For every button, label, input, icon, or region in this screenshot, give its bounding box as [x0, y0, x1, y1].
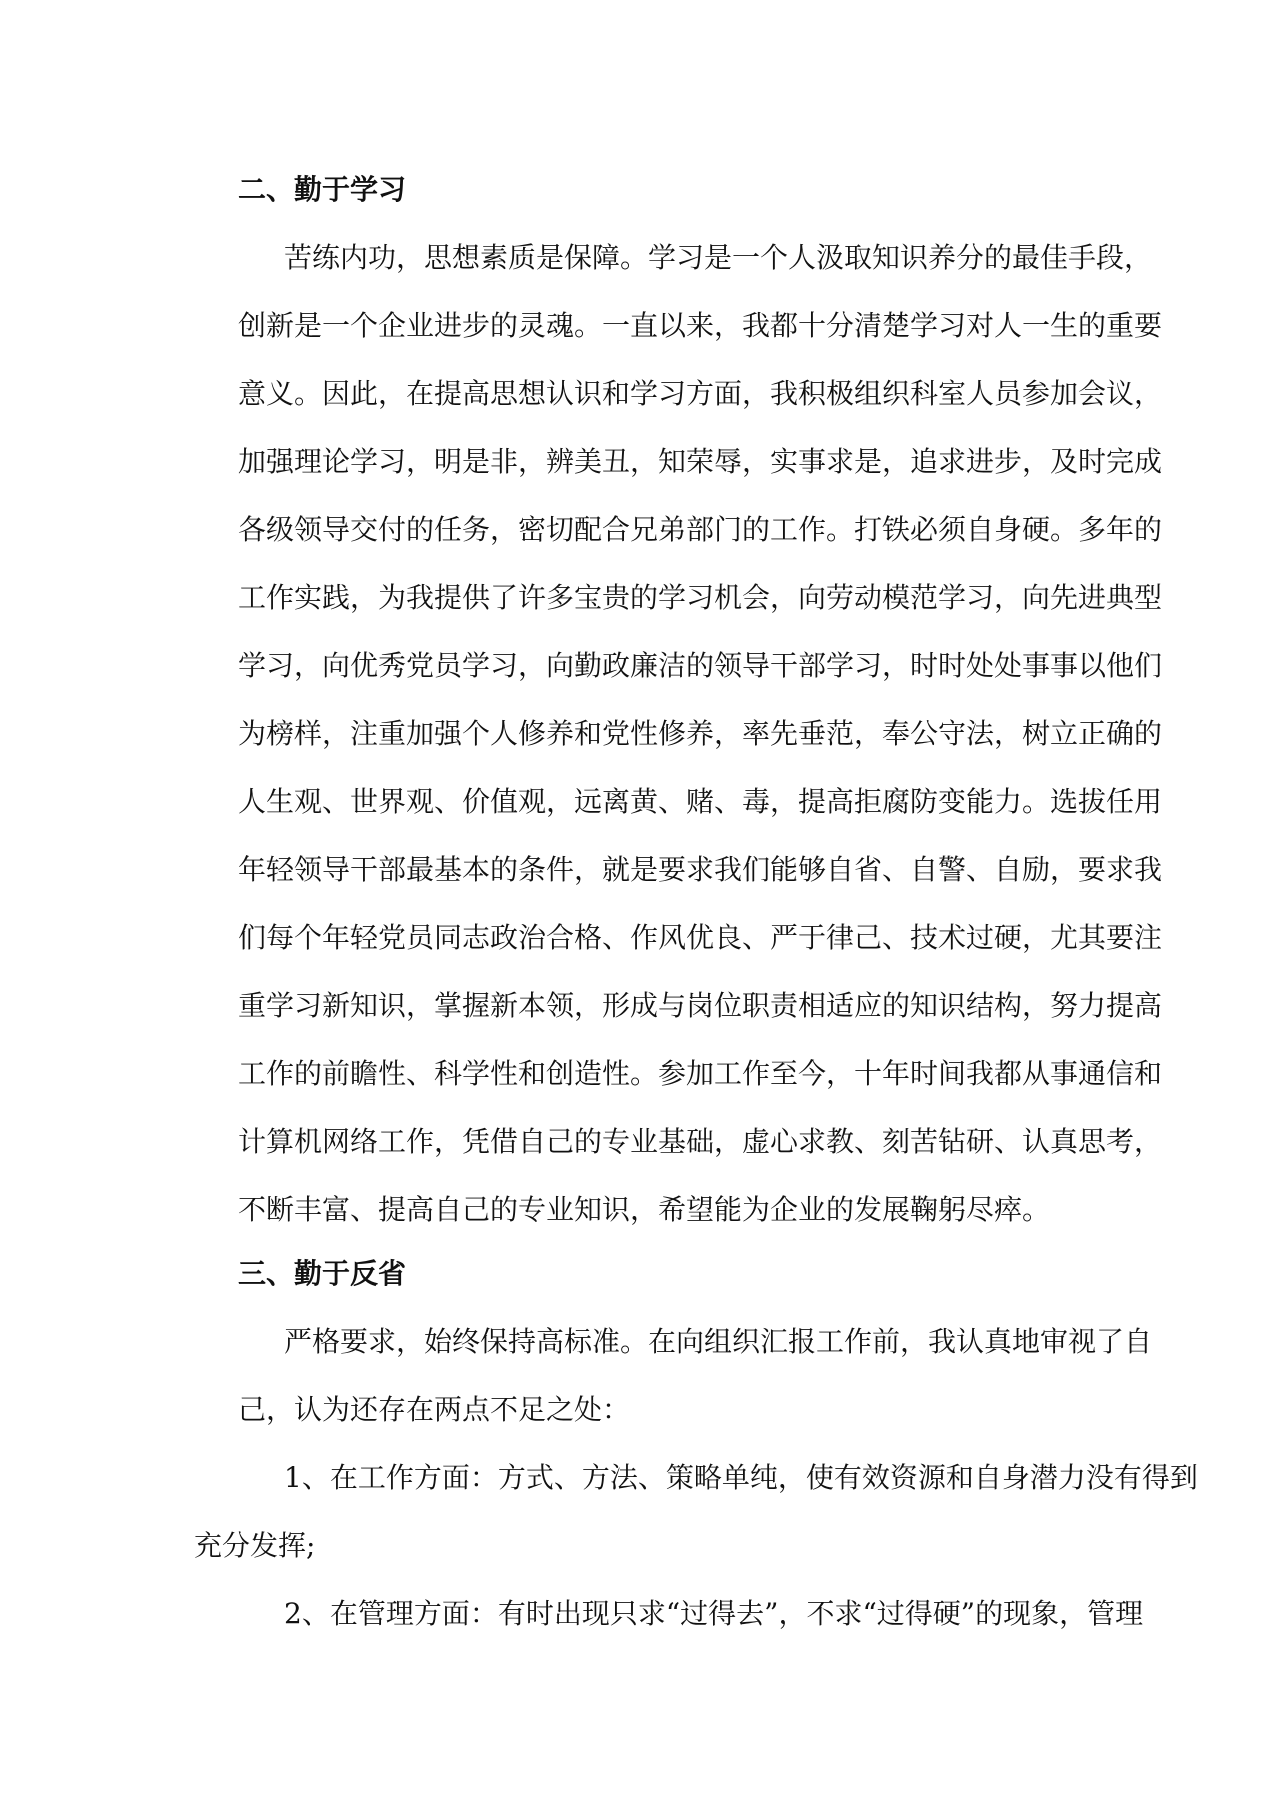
- paragraph-line: 年轻领导干部最基本的条件，就是要求我们能够自省、自警、自励，要求我: [238, 853, 1163, 886]
- paragraph-line: 重学习新知识，掌握新本领，形成与岗位职责相适应的知识结构，努力提高: [238, 989, 1163, 1022]
- paragraph-line: 们每个年轻党员同志政治合格、作风优良、严于律己、技术过硬，尤其要注: [238, 921, 1163, 954]
- paragraph-line: 工作实践，为我提供了许多宝贵的学习机会，向劳动模范学习，向先进典型: [238, 581, 1163, 614]
- paragraph-line: 严格要求，始终保持高标准。在向组织汇报工作前，我认真地审视了自: [284, 1325, 1153, 1358]
- paragraph-line: 加强理论学习，明是非，辨美丑，知荣辱，实事求是，追求进步，及时完成: [238, 445, 1163, 478]
- paragraph-line: 人生观、世界观、价值观，远离黄、赌、毒，提高拒腐防变能力。选拔任用: [238, 785, 1163, 818]
- paragraph-line: 己，认为还存在两点不足之处：: [238, 1393, 631, 1426]
- paragraph-line: 工作的前瞻性、科学性和创造性。参加工作至今，十年时间我都从事通信和: [238, 1057, 1163, 1090]
- paragraph-line: 计算机网络工作，凭借自己的专业基础，虚心求教、刻苦钻研、认真思考，: [238, 1125, 1163, 1158]
- section-heading-reflection: 三、勤于反省: [238, 1257, 407, 1290]
- paragraph-line: 各级领导交付的任务，密切配合兄弟部门的工作。打铁必须自身硬。多年的: [238, 513, 1163, 546]
- paragraph-line: 为榜样，注重加强个人修养和党性修养，率先垂范，奉公守法，树立正确的: [238, 717, 1163, 750]
- paragraph-line: 学习，向优秀党员学习，向勤政廉洁的领导干部学习，时时处处事事以他们: [238, 649, 1163, 682]
- paragraph-line: 创新是一个企业进步的灵魂。一直以来，我都十分清楚学习对人一生的重要: [238, 309, 1163, 342]
- paragraph-line: 不断丰富、提高自己的专业知识，希望能为企业的发展鞠躬尽瘁。: [238, 1193, 1051, 1226]
- paragraph-line: 意义。因此，在提高思想认识和学习方面，我积极组织科室人员参加会议，: [238, 377, 1163, 410]
- section-heading-study: 二、勤于学习: [238, 173, 407, 206]
- paragraph-line: 苦练内功，思想素质是保障。学习是一个人汲取知识养分的最佳手段，: [284, 241, 1153, 274]
- list-item-line: 2、在管理方面：有时出现只求“过得去”，不求“过得硬”的现象，管理: [284, 1597, 1144, 1630]
- list-item-line: 充分发挥;: [194, 1529, 316, 1562]
- list-item-line: 1、在工作方面：方式、方法、策略单纯，使有效资源和自身潜力没有得到: [284, 1461, 1198, 1494]
